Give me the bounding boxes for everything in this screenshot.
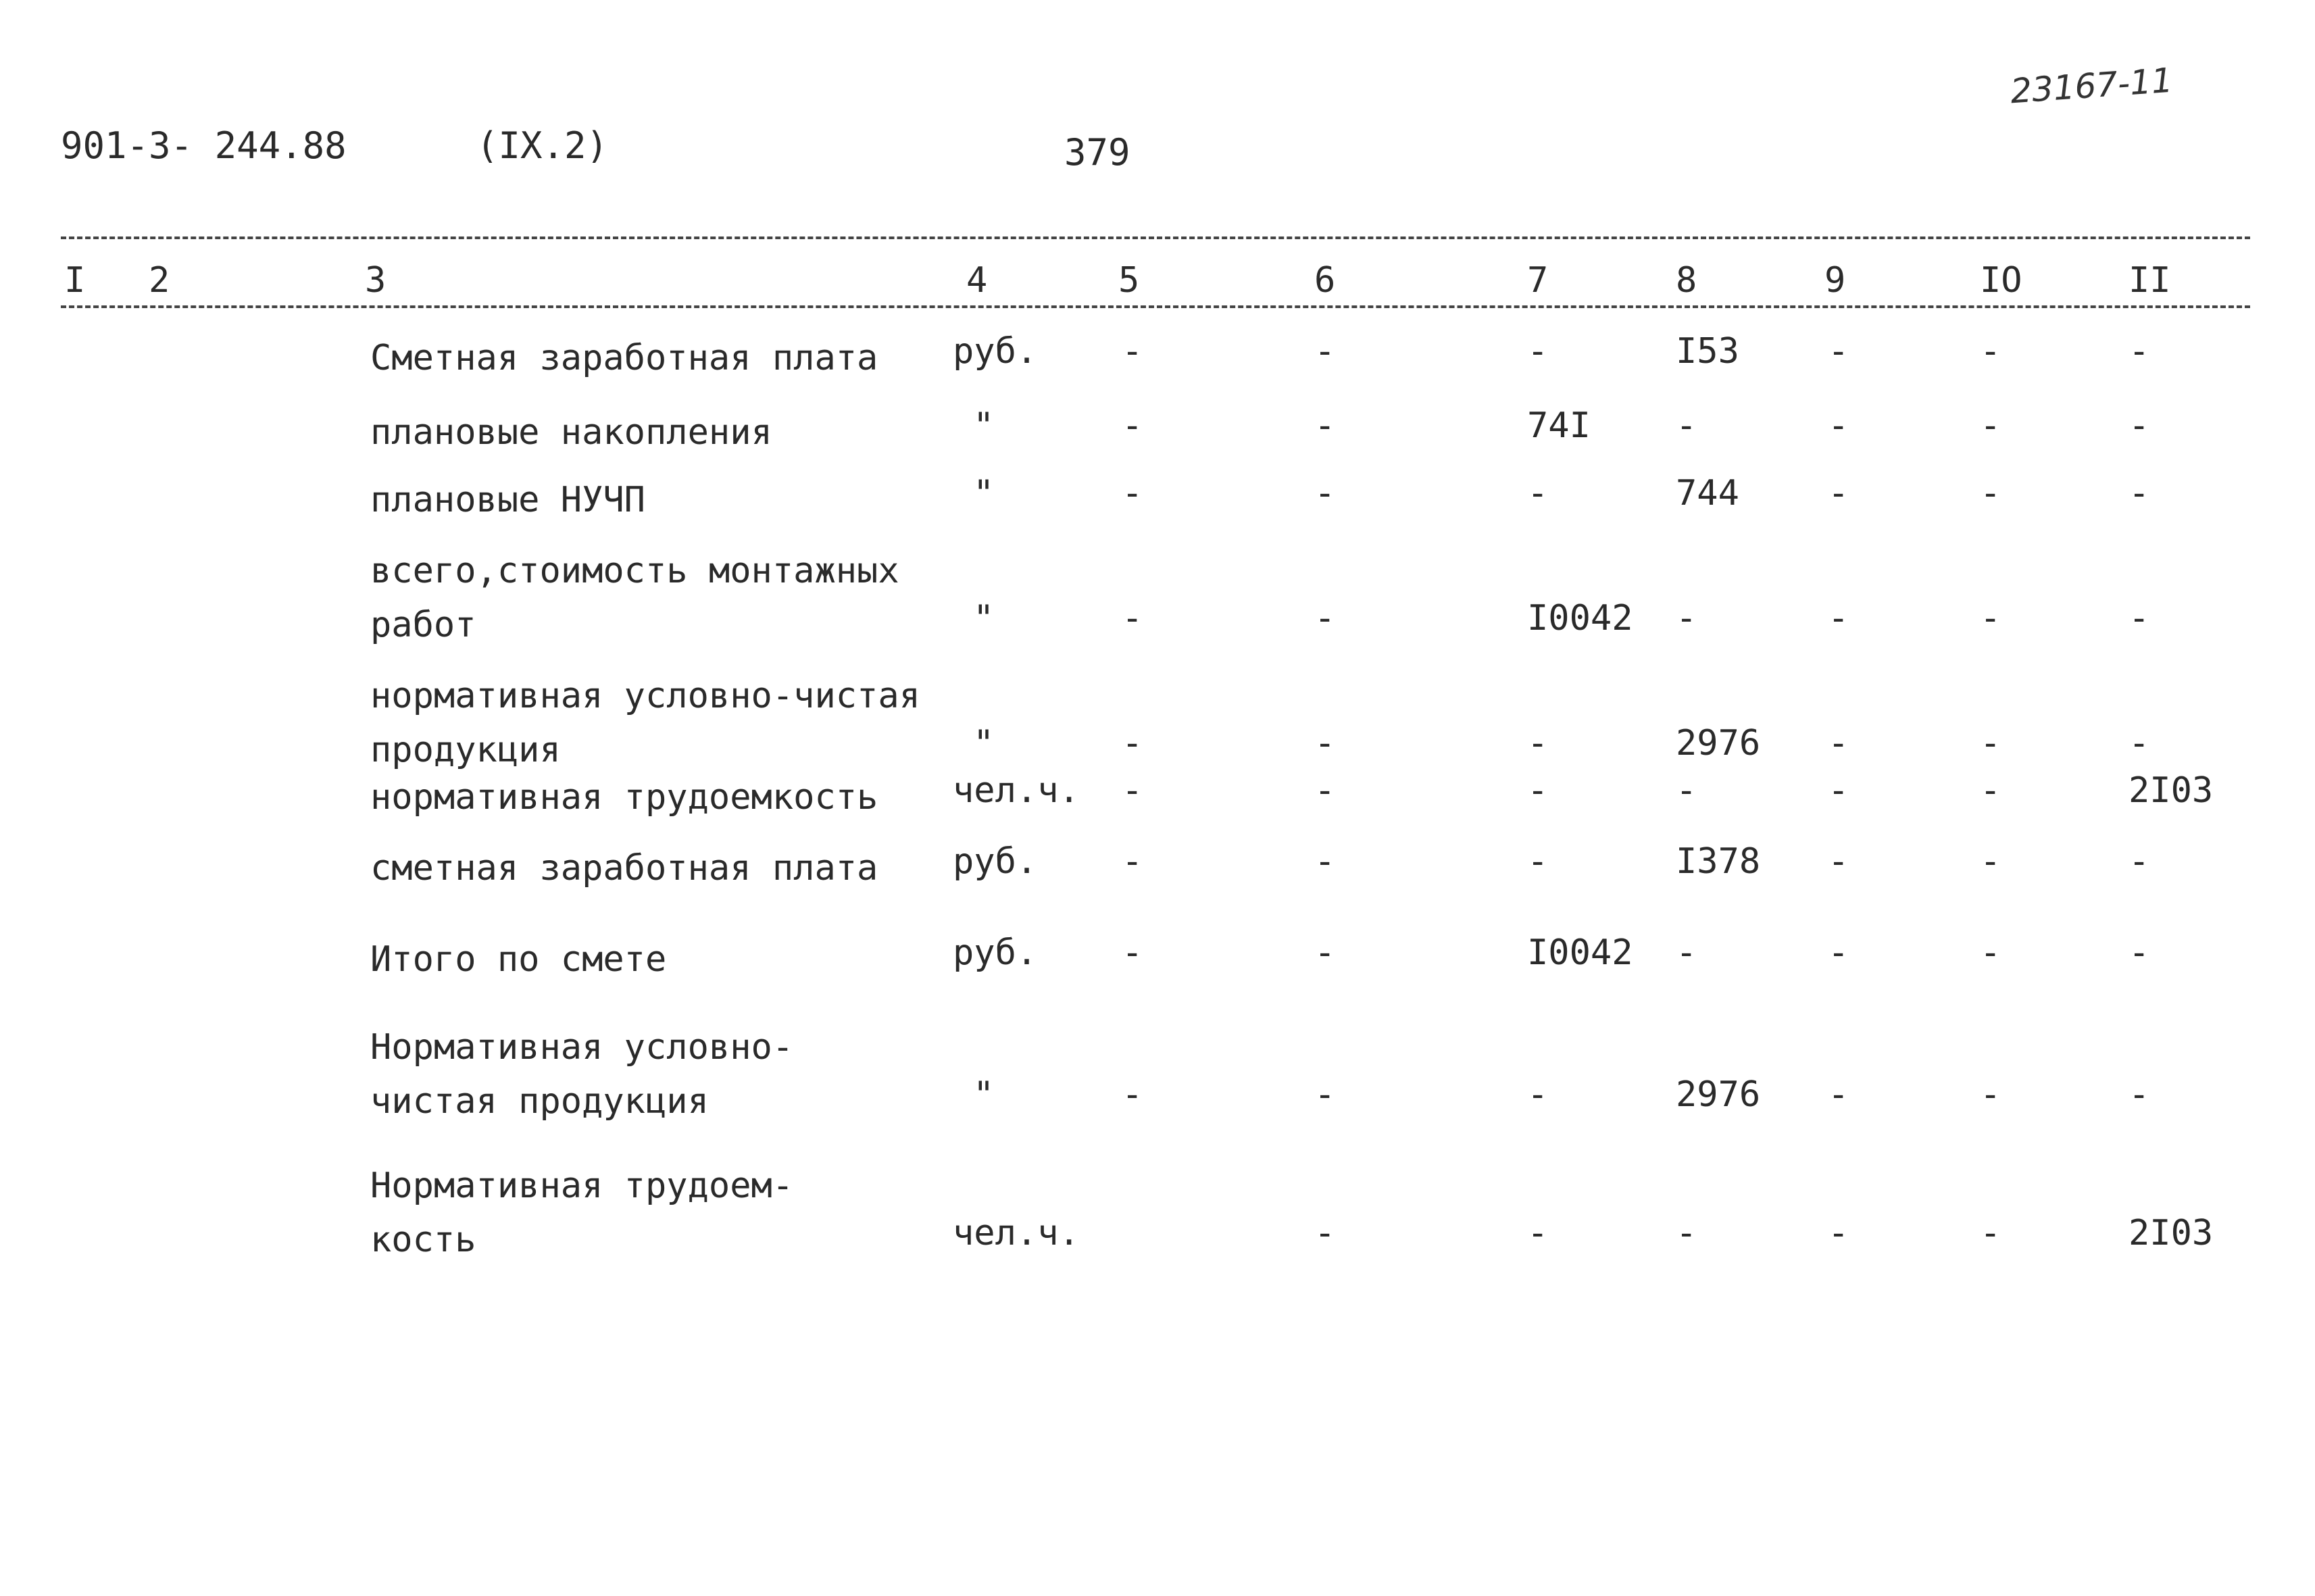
row-description-line: Нормативная трудоем- [370,1166,794,1206]
cell-c6: - [1314,1074,1336,1115]
cell-c8: 744 [1676,473,1739,514]
section-code: (IX.2) [476,124,609,167]
column-number: II [2129,260,2171,301]
cell-c10: - [1980,932,2001,973]
cell-c10: - [1980,723,2001,764]
cell-c9: - [1828,598,1849,639]
cell-c7: - [1527,473,1549,514]
row-description [370,473,645,527]
cell-c10: - [1980,405,2001,446]
column-number: 6 [1314,260,1336,301]
cell-c8: 2976 [1676,1074,1761,1115]
row-description-line: кость [370,1220,476,1260]
cell-c7: 74I [1527,405,1591,446]
column-number: 7 [1527,260,1549,301]
cell-c8: - [1676,405,1697,446]
cell-c8: - [1676,770,1697,811]
row-description-line: всего,стоимость монтажных [370,551,899,591]
row-unit: " [973,473,995,514]
document-code: 901-3- 244.88 [61,124,347,167]
row-description-line: плановые накопления [370,412,772,453]
row-description [370,770,878,824]
cell-c10: - [1980,1213,2001,1253]
row-description-line: продукция [370,730,561,770]
column-number: 8 [1676,260,1697,301]
cell-c8: - [1676,932,1697,973]
cell-c11: 2I03 [2129,1213,2214,1253]
page-number: 379 [1064,131,1130,174]
cell-c5: - [1122,1074,1143,1115]
cell-c6: - [1314,405,1336,446]
cell-c6: - [1314,723,1336,764]
row-unit: " [973,1074,995,1115]
cell-c6: - [1314,598,1336,639]
cell-c10: - [1980,841,2001,882]
cell-c9: - [1828,405,1849,446]
cell-c8: I53 [1676,331,1739,372]
cell-c8: 2976 [1676,723,1761,764]
cell-c7: I0042 [1527,598,1633,639]
column-number: I [64,260,86,301]
column-number: 3 [365,260,387,301]
cell-c10: - [1980,770,2001,811]
cell-c11: - [2129,1074,2150,1115]
cell-c5: - [1122,598,1143,639]
column-number: 4 [966,260,988,301]
cell-c6: - [1314,331,1336,372]
cell-c8: - [1676,1213,1697,1253]
cell-c5: - [1122,932,1143,973]
cell-c5: - [1122,331,1143,372]
cell-c9: - [1828,1213,1849,1253]
cell-c11: - [2129,473,2150,514]
cell-c5: - [1122,723,1143,764]
cell-c9: - [1828,841,1849,882]
cell-c7: I0042 [1527,932,1633,973]
row-description-line: работ [370,605,476,645]
column-number: 5 [1118,260,1140,301]
cell-c11: - [2129,405,2150,446]
cell-c5: - [1122,770,1143,811]
column-number: 9 [1824,260,1846,301]
cell-c6: - [1314,473,1336,514]
cell-c11: - [2129,598,2150,639]
cell-c8: I378 [1676,841,1761,882]
column-number: IO [1980,260,2022,301]
cell-c11: - [2129,841,2150,882]
row-description [370,405,772,459]
cell-c7: - [1527,331,1549,372]
cell-c7: - [1527,770,1549,811]
cell-c11: 2I03 [2129,770,2214,811]
cell-c10: - [1980,331,2001,372]
cell-c5: - [1122,473,1143,514]
cell-c6: - [1314,841,1336,882]
row-description-line: нормативная условно-чистая [370,676,920,716]
cell-c10: - [1980,1074,2001,1115]
row-unit: чел.ч. [953,770,1080,811]
row-description-line: плановые НУЧП [370,480,645,520]
row-description [370,1020,793,1128]
cell-c11: - [2129,723,2150,764]
cell-c5: - [1122,841,1143,882]
cell-c9: - [1828,473,1849,514]
row-description [370,544,899,652]
cell-c7: - [1527,841,1549,882]
cell-c6: - [1314,932,1336,973]
row-description [370,331,878,385]
cell-c11: - [2129,932,2150,973]
cell-c9: - [1828,770,1849,811]
row-unit: " [973,723,995,764]
cell-c7: - [1527,723,1549,764]
row-description-line: нормативная трудоемкость [370,777,878,818]
column-header-rule [61,305,2250,308]
cell-c11: - [2129,331,2150,372]
row-unit: руб. [953,841,1038,882]
row-unit: руб. [953,932,1038,973]
cell-c9: - [1828,331,1849,372]
row-description-line: Нормативная условно- [370,1027,794,1068]
row-description [370,932,666,987]
row-description-line: Сметная заработная плата [370,338,878,378]
cell-c6: - [1314,770,1336,811]
cell-c8: - [1676,598,1697,639]
row-unit: " [973,598,995,639]
archive-stamp: 23167-11 [2009,60,2174,111]
cell-c7: - [1527,1213,1549,1253]
column-number: 2 [149,260,170,301]
row-description [370,669,920,777]
row-unit: чел.ч. [953,1213,1080,1253]
cell-c5: - [1122,405,1143,446]
row-description [370,1159,793,1267]
row-description [370,841,878,895]
table-top-rule [61,236,2250,239]
row-description-line: Итого по смете [370,939,667,980]
row-unit: " [973,405,995,446]
row-description-line: чистая продукция [370,1081,709,1122]
row-unit: руб. [953,331,1038,372]
cell-c10: - [1980,473,2001,514]
cell-c6: - [1314,1213,1336,1253]
row-description-line: сметная заработная плата [370,848,878,889]
cell-c9: - [1828,723,1849,764]
cell-c9: - [1828,1074,1849,1115]
cell-c7: - [1527,1074,1549,1115]
cell-c10: - [1980,598,2001,639]
cell-c9: - [1828,932,1849,973]
